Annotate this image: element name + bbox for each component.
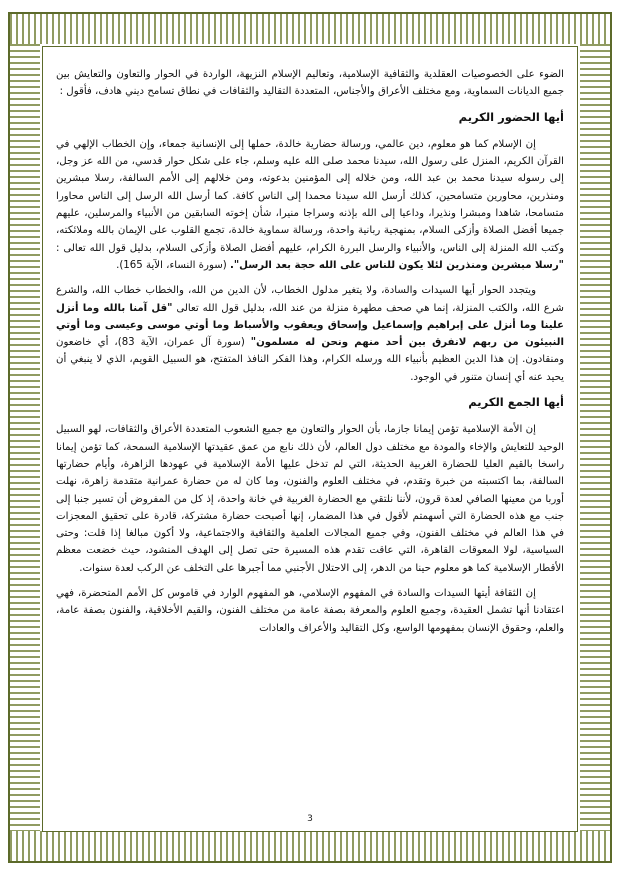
decorative-border-bottom bbox=[10, 831, 610, 861]
quran-reference: (سورة آل عمران، الآية 83)، أي خاضعون ومنقادون. إن هذا الدين العظيم بأنبياء الله ورسله الكرام، وهذا الفكر النافذ المتفتح، هو السبيل القويم، الذي لا ينبغي أن يحيد عنه أي إنسان متنور في الوجود. bbox=[56, 337, 564, 383]
paragraph-text: ويتجدد الحوار أيها السيدات والسادة، ولا يتغير مدلول الخطاب، لأن الدين من الله، والخطاب خطاب الله، والشرع شرع الله، والكتب المنزلة، إنما هي صحف مطهرة منزلة من عند الله، بدليل قول الله تعالى bbox=[56, 285, 564, 314]
quran-quote: "رسلا مبشرين ومنذرين لئلا يكون للناس على الله حجة بعد الرسل". bbox=[229, 259, 564, 271]
paragraph-text: إن الإسلام كما هو معلوم، دين عالمي، ورسالة حضارية خالدة، حملها إلى الإنسانية جمعاء، وإن الخطاب الإلهي في القرآن الكريم، المنزل على رسول الله، سيدنا محمد صلى الله عليه وسلم، جاء على شكل حوار قدسي، من الله عز وجل، إلى رسوله سيدنا محمد بن عبد الله، ومن خلاله إلى المؤمنين بدعوته، ومن خلالهم إلى الأمم السالفة، رسلا مبشرين ومنذرين، محاورين متسامحين، كذلك أرسل الله سيدنا محمدا إلى الناس كافة. كما أرسل الله الرسل إلى الناس محاورا متسامحا، شاهدا ومبشرا ونذيرا، وداعيا إلى الله بإذنه وسراجا منيرا، شأن إخوته السابقين من الأنبياء والمرسلين، عليهم جميعا أفضل الصلاة وأزكى السلام، بمنهجية ربانية واحدة، ورسالة سماوية خالدة، تجمع القلوب على الإيمان بالله وملائكته، وكتب الله المنزلة إلى الناس، والأنبياء والرسل البررة الكرام، عليهم أفضل الصلاة وأزكى السلام، بدليل قول الله تعالى : bbox=[56, 138, 564, 254]
paragraph-intro: الضوء على الخصوصيات العقلدية والثقافية الإسلامية، وتعاليم الإسلام النزيهة، الواردة في الحوار والتعاون والتعايش بين جميع الديانات السماوية، ومع مختلف الأعراق والأجناس، المتعددة التقاليد والثقافات في نطاق تسامح ديني هادف، فأقول : bbox=[56, 69, 564, 98]
quran-quote: "قل آمنا بالله وما أنزل علينا وما أنزل على إبراهيم وإسماعيل وإسحاق ويعقوب والأسباط وما أوتي موسى وعيسى وما أوتي النبيئون من ربهم لانفرق بين أحد منهم ونحن له مسلمون" bbox=[56, 302, 564, 349]
decorative-border-top bbox=[10, 14, 610, 44]
paragraph-civilization: إن الأمة الإسلامية تؤمن إيمانا جازما، بأن الحوار والتعاون مع جميع الشعوب المتعددة الأعراق والثقافات، لهو السبيل الوحيد للتعايش والإخاء والمودة مع مختلف دول العالم، لأن ذلك نابع من عمق عقيدتها الإسلامية السمحة، كما تؤمن إيمانا راسخا بالقيم العليا للحضارة الغربية الحديثة، التي لم تدخل عليها الأمة الإسلامية في عهودها الزاهرة، وأيام حضارتها السالفة، بما اكتسبته من خبرة وتقدم، في مختلف العلوم والفنون، وما كان له من حضارة عمرانية متقدمة زاهرة، نهلت أوربا من معينها الصافي لعدة قرون، لأننا نلتقي مع الحضارة الغربية في خانة واحدة، إذ كل من المفروض أن تسير جنبا إلى جنب مع هذه الحضارة التي أسهمتم لأقول في هذا المضمار، إنها أصبحت حضارة مشتركة، قادرة على تحقيق المعجزات في هذا العالم في مختلف الفنون، وفي جميع المجالات العلمية والثقافية والاجتماعية، ولا أكون مبالغا إذا قلت: وحتى السياسية، لولا المعوقات القاهرة، التي عاقت تقدم هذه المسيرة حتى تصل إلى الهدف المنشود، حيث خضعت معظم الأقطار الإسلامية كما هو معلوم حينا من الدهر، إلى الاحتلال الأجنبي مما أجبرها على التخلف عن الركب لعدة سنوات. bbox=[56, 424, 564, 574]
decorative-border-right bbox=[580, 44, 610, 831]
paragraph-culture: إن الثقافة أيتها السيدات والسادة في المفهوم الإسلامي، هو المفهوم الوارد في قاموس كل الأمم المتحضرة، فهي اعتقادنا أنها تشمل العقيدة، وجميع العلوم والمعرفة بصفة عامة من مختلف الفنون، والقيم الأخلاقية، والفنون بصفة عامة، والعلم، وحقوق الإنسان بمفهومها الواسع، وكل التقاليد والأعراف والعادات bbox=[56, 588, 564, 634]
paragraph-islam-message bbox=[56, 136, 564, 274]
heading-audience: أيها الحضور الكريم bbox=[458, 109, 564, 124]
document-body bbox=[56, 66, 564, 645]
page-number: 3 bbox=[307, 814, 313, 824]
heading-gathering: أيها الجمع الكريم bbox=[468, 395, 564, 410]
paragraph-dialogue bbox=[56, 282, 564, 386]
quran-reference: (سورة النساء، الآية 165). bbox=[116, 259, 227, 271]
decorative-border-left bbox=[10, 44, 40, 831]
